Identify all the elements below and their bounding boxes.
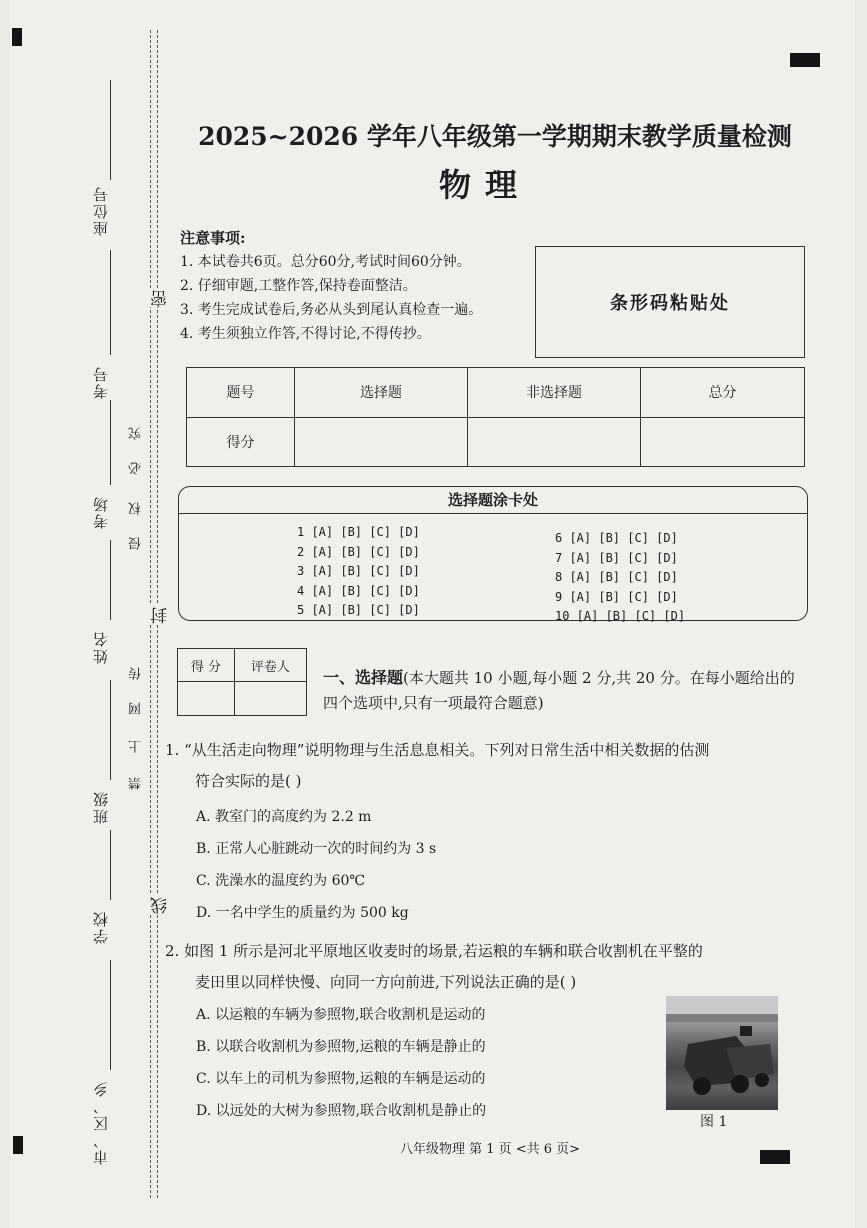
- score-header-row: [187, 368, 805, 418]
- score-header-cell: 题号: [187, 368, 295, 418]
- exam-no-label: 考号: [92, 365, 110, 399]
- option-d: D. 以远处的大树为参照物,联合收割机是静止的: [196, 1103, 487, 1119]
- warning-char-1: 究: [129, 425, 144, 440]
- option-a: A. 教室门的高度约为 2.2 m: [196, 809, 372, 825]
- answer-row[interactable]: 7 [A] [B] [C] [D]: [555, 550, 678, 565]
- warning-char-5: 传: [129, 665, 144, 680]
- score-cell-total[interactable]: [641, 417, 805, 467]
- exam-room-line: [110, 400, 111, 485]
- page-footer: 八年级物理 第 1 页 <共 6 页>: [399, 1142, 581, 1157]
- district-label: 市、区、乡: [92, 1080, 110, 1165]
- note-item: 4. 考生须独立作答,不得讨论,不得传抄。: [180, 326, 431, 342]
- option-b: B. 以联合收割机为参照物,运粮的车辆是静止的: [196, 1039, 486, 1055]
- seat-no-label: 座位号: [92, 185, 110, 236]
- grader-score-cell[interactable]: [178, 682, 235, 716]
- answer-row[interactable]: 4 [A] [B] [C] [D]: [297, 583, 420, 598]
- name-label: 姓名: [92, 630, 110, 664]
- grader-table: [177, 648, 307, 716]
- score-cell-choice[interactable]: [295, 417, 468, 467]
- note-item: 2. 仔细审题,工整作答,保持卷面整洁。: [180, 278, 417, 294]
- figure-caption: 图 1: [700, 1114, 728, 1130]
- grader-input-row: [178, 682, 307, 716]
- score-header-cell: 总分: [641, 368, 805, 418]
- warning-char-4: 侵: [129, 535, 144, 550]
- note-item: 3. 考生完成试卷后,务必从头到尾认真检查一遍。: [180, 302, 483, 318]
- score-row-label: 得分: [187, 417, 295, 467]
- answer-row[interactable]: 2 [A] [B] [C] [D]: [297, 544, 420, 559]
- barcode-area: [535, 246, 805, 358]
- warning-char-3: 权: [129, 500, 144, 515]
- grader-header-row: [178, 649, 307, 682]
- grader-score-label: 得 分: [178, 649, 235, 682]
- seal-word-mi: 密: [148, 288, 173, 307]
- class-line: [110, 680, 111, 780]
- answer-row[interactable]: 6 [A] [B] [C] [D]: [555, 531, 678, 545]
- harvest-photo: [666, 996, 778, 1110]
- answer-row[interactable]: 8 [A] [B] [C] [D]: [555, 570, 678, 584]
- registration-mark-top-right: [790, 53, 820, 67]
- answer-row[interactable]: 1 [A] [B] [C] [D]: [297, 525, 420, 539]
- seal-word-xian: 线: [148, 895, 173, 914]
- exam-no-line: [110, 250, 111, 355]
- notes-heading: 注意事项:: [180, 229, 246, 247]
- score-header-cell: 非选择题: [468, 368, 641, 418]
- answer-card-right-column: [555, 529, 685, 627]
- warning-char-8: 禁: [129, 775, 144, 790]
- warning-char-2: 必: [129, 460, 144, 475]
- question-1: [165, 735, 805, 797]
- question-stem: 1. “从生活走向物理”说明物理与生活息息相关。下列对日常生活中相关数据的估测: [165, 741, 710, 759]
- exam-sheet: [10, 0, 855, 1228]
- answer-row[interactable]: 3 [A] [B] [C] [D]: [297, 564, 420, 578]
- option-b: B. 正常人心脏跳动一次的时间约为 3 s: [196, 841, 437, 857]
- subject-title: 物理: [438, 166, 531, 204]
- score-table: [186, 367, 805, 467]
- answer-row[interactable]: 9 [A] [B] [C] [D]: [555, 589, 678, 604]
- option-c: C. 以车上的司机为参照物,运粮的车辆是运动的: [196, 1071, 486, 1087]
- grader-name-label: 评卷人: [234, 649, 306, 682]
- registration-mark-bottom-left: [13, 1136, 23, 1154]
- barcode-label: 条形码粘贴处: [610, 293, 730, 314]
- registration-mark-top-left: [12, 28, 22, 46]
- school-line: [110, 830, 111, 900]
- question-stem: 2. 如图 1 所示是河北平原地区收麦时的场景,若运粮的车辆和联合收割机在平整的: [165, 942, 703, 960]
- warning-char-7: 上: [129, 738, 144, 753]
- section-title: 一、选择题: [323, 668, 404, 687]
- notes-block: [180, 226, 482, 346]
- option-a: A. 以运粮的车辆为参照物,联合收割机是运动的: [196, 1007, 486, 1023]
- district-line: [110, 960, 111, 1070]
- answer-card-title: 选择题涂卡处: [179, 487, 807, 514]
- grader-name-cell[interactable]: [234, 682, 306, 716]
- section-description: (本大题共 10 小题,每小题 2 分,共 20 分。在每小题给出的四个选项中,只有一项最符合题意): [323, 669, 795, 712]
- class-label: 班级: [92, 790, 110, 824]
- warning-char-6: 网: [129, 700, 144, 715]
- answer-card-left-column: [297, 523, 420, 621]
- harvester-illustration: [666, 996, 778, 1110]
- answer-row[interactable]: 5 [A] [B] [C] [D]: [297, 603, 420, 617]
- name-line: [110, 540, 111, 620]
- answer-row[interactable]: 10 [A] [B] [C] [D]: [555, 609, 686, 623]
- section-heading: [323, 665, 801, 716]
- question-stem-continued: 麦田里以同样快慢、向同一方向前进,下列说法正确的是( ): [195, 973, 577, 991]
- score-header-cell: 选择题: [295, 368, 468, 418]
- score-cell-nonchoice[interactable]: [468, 417, 641, 467]
- question-stem-continued: 符合实际的是( ): [195, 772, 302, 790]
- exam-room-label: 考场: [92, 495, 110, 529]
- seal-word-feng: 封: [148, 605, 173, 624]
- school-label: 学校: [92, 910, 110, 944]
- registration-mark-bottom-right: [760, 1150, 790, 1164]
- note-item: 1. 本试卷共6页。总分60分,考试时间60分钟。: [180, 254, 471, 270]
- exam-title: 2025~2026 学年八年级第一学期期末教学质量检测: [198, 122, 792, 151]
- answer-card: [178, 486, 808, 621]
- seat-no-line: [110, 80, 111, 180]
- score-row: [187, 417, 805, 467]
- option-c: C. 洗澡水的温度约为 60℃: [196, 873, 366, 889]
- question-2: [165, 936, 805, 998]
- option-d: D. 一名中学生的质量约为 500 kg: [196, 905, 409, 921]
